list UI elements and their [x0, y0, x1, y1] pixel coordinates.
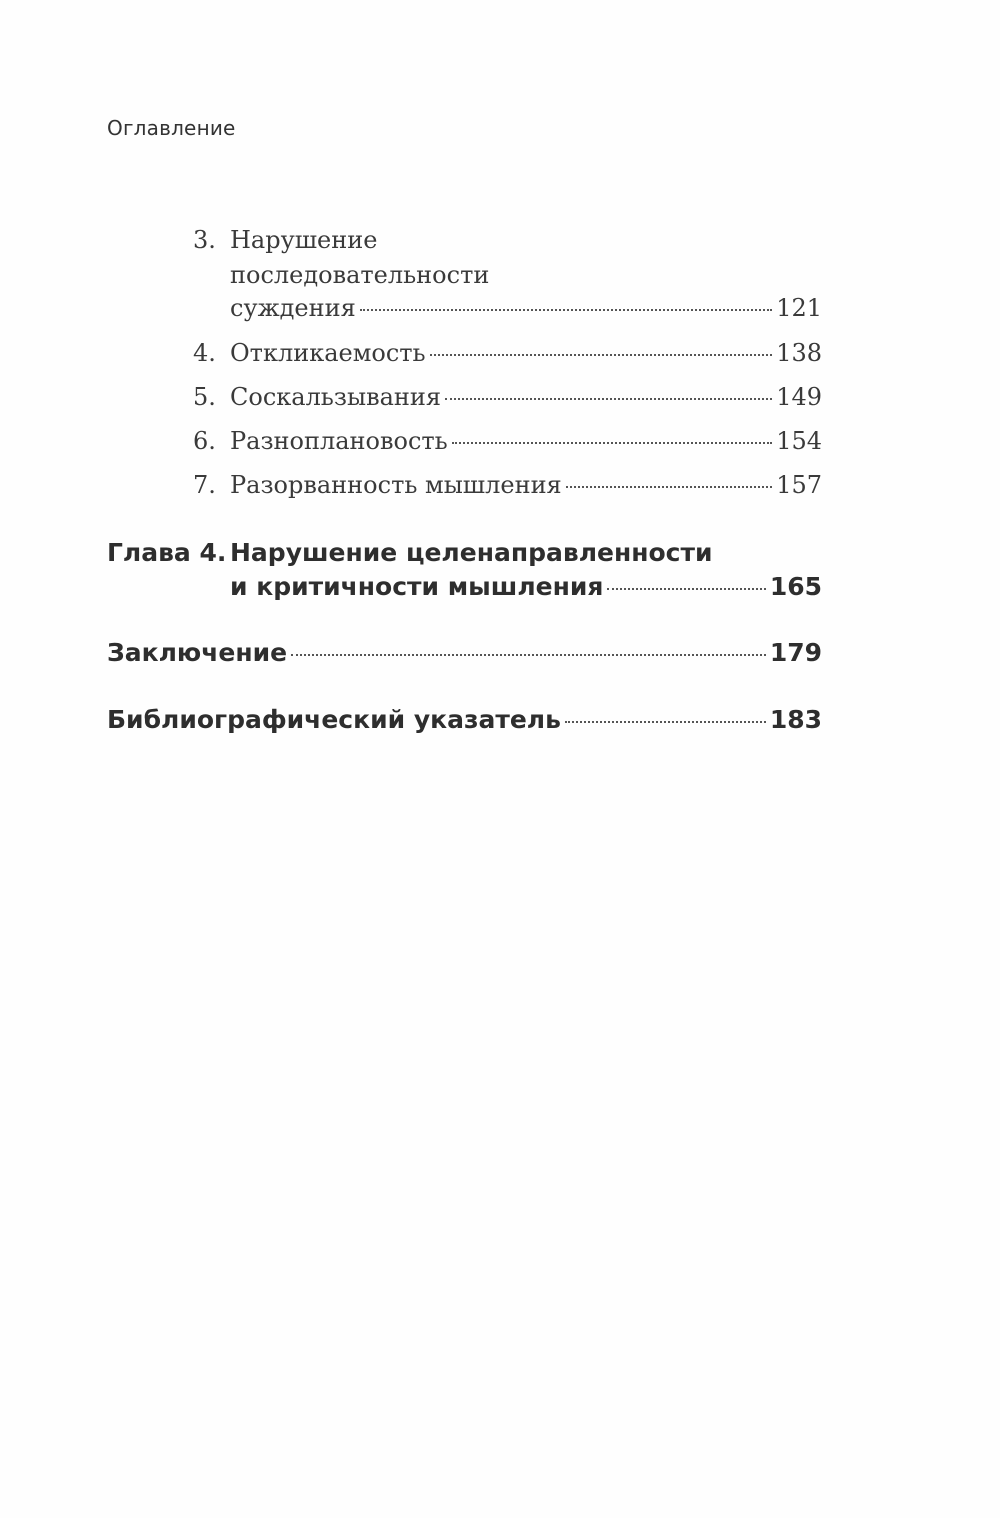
toc-entry-page: 183: [769, 705, 822, 734]
dot-leader: [445, 398, 772, 400]
toc-entry-page: 149: [776, 383, 822, 411]
toc-entry-4[interactable]: [230, 339, 822, 367]
toc-item-number: 6.: [193, 427, 216, 455]
toc-entry-conclusion[interactable]: [107, 638, 822, 667]
toc-entry-page: 121: [776, 294, 822, 322]
toc-item-number: 5.: [193, 383, 216, 411]
toc-item-line: последовательности: [230, 261, 490, 289]
toc-entry-page: 157: [776, 471, 822, 499]
toc-entry-title: Библиографический указатель: [107, 705, 561, 734]
chapter-label: Глава 4.: [107, 538, 227, 567]
toc-item-number: 4.: [193, 339, 216, 367]
toc-entry-title: Соскальзывания: [230, 383, 442, 411]
toc-item-number: 3.: [193, 226, 216, 254]
dot-leader: [452, 442, 772, 444]
toc-entry-bibliography[interactable]: [107, 705, 822, 734]
toc-entry-title: и критичности мышления: [230, 572, 604, 601]
dot-leader: [291, 654, 766, 656]
toc-entry-title: Разорванность мышления: [230, 471, 562, 499]
toc-item-number: 7.: [193, 471, 216, 499]
dot-leader: [607, 588, 765, 590]
dot-leader: [360, 309, 772, 311]
toc-entry-3[interactable]: [230, 294, 822, 322]
toc-entry-7[interactable]: [230, 471, 822, 499]
dot-leader: [566, 486, 772, 488]
toc-entry-title: Заключение: [107, 638, 288, 667]
toc-entry-page: 138: [776, 339, 822, 367]
toc-entry-6[interactable]: [230, 427, 822, 455]
chapter-title-line: Нарушение целенаправленности: [230, 538, 713, 567]
toc-entry-chapter-4[interactable]: [230, 572, 822, 601]
toc-item-line: Нарушение: [230, 226, 378, 254]
dot-leader: [565, 721, 766, 723]
toc-entry-title: Откликаемость: [230, 339, 426, 367]
toc-entry-page: 165: [769, 572, 822, 601]
toc-entry-page: 179: [769, 638, 822, 667]
toc-entry-title: Разноплановость: [230, 427, 448, 455]
running-head: Оглавление: [107, 116, 236, 140]
toc-entry-page: 154: [776, 427, 822, 455]
toc-entry-title: суждения: [230, 294, 356, 322]
toc-entry-5[interactable]: [230, 383, 822, 411]
dot-leader: [430, 354, 773, 356]
